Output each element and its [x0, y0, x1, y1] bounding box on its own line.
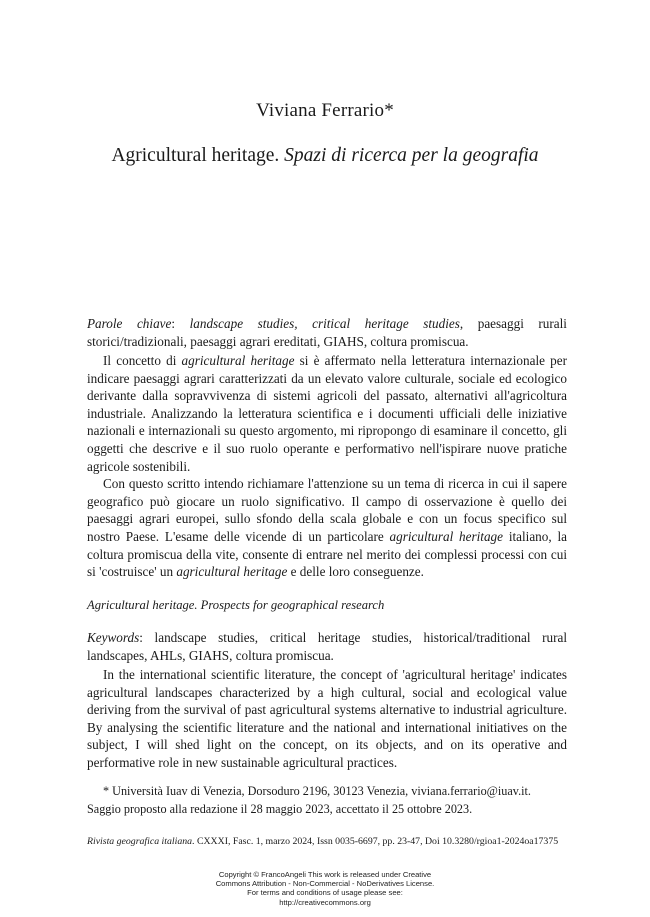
- english-title: Agricultural heritage. Prospects for geographical research: [87, 598, 385, 612]
- author-affiliation-footnote: * Università Iuav di Venezia, Dorsoduro 2196, 30123 Venezia, viviana.ferrario@iuav.it.: [103, 784, 531, 798]
- author-name: Viviana Ferrario*: [256, 100, 394, 121]
- keywords-rest-it: , paesaggi rurali storici/tradizionali, paesaggi agrari ereditati, GIAHS, coltura promiscua.: [87, 316, 567, 349]
- keywords-italian: Parole chiave: landscape studies, critical heritage studies, paesaggi rurali storici/tradizionali, paesaggi agrari ereditati, GIAHS, coltura promiscua.: [87, 316, 567, 349]
- abstract-it-paragraph-2: Con questo scritto intendo richiamare l'attenzione su un tema di ricerca in cui il sapere geografico può giocare un ruolo significativo. Il campo di osservazione è quello dei paesaggi agrari europei, sullo sfondo della scala globale e con un focus specifico sul nostro Paese. L'esame delle vicende di un particolare agricultural heritage italiano, la coltura promiscua della vite, consente di entrare nel merito dei complessi processi con cui si 'costruisce' un agricultural heritage e delle loro conseguenze.: [87, 476, 567, 580]
- abstract-english: [87, 666, 567, 772]
- keywords-label-en: Keywords: [87, 630, 140, 645]
- title-italic: Spazi di ricerca per la geografia: [284, 145, 539, 166]
- license-link[interactable]: http://creativecommons.org: [279, 897, 371, 907]
- keywords-label-it: Parole chiave: [87, 316, 172, 331]
- license-notice: [0, 870, 650, 907]
- submission-dates: Saggio proposto alla redazione il 28 maggio 2023, accettato il 25 ottobre 2023.: [87, 801, 473, 816]
- journal-citation: [87, 836, 567, 847]
- footnote-block: [87, 783, 567, 818]
- keywords-italic-terms: landscape studies, critical heritage studies: [189, 316, 460, 331]
- journal-name: Rivista geografica italiana: [87, 836, 193, 847]
- license-line-2: Commons Attribution - Non-Commercial - NoDerivatives License.: [215, 879, 435, 889]
- title-main: Agricultural heritage.: [111, 145, 280, 166]
- article-title: [0, 145, 650, 167]
- abstract-en-paragraph: In the international scientific literature, the concept of 'agricultural heritage' indicates agricultural landscapes characterized by a high cultural, social and ecological value deriving from the survival of past agricultural systems alternative to industrial agriculture. By analysing the scientific literature and the national and international initiatives on the subject, I will shed light on the concept, on its objects, and on its operative and performative role in new sustainable agricultural practices.: [87, 667, 567, 770]
- keywords-rest-en: : landscape studies, critical heritage studies, historical/traditional rural landscapes, AHLs, GIAHS, coltura promiscua.: [87, 630, 567, 663]
- license-line-3: For terms and conditions of usage please see:: [247, 888, 403, 898]
- license-line-1: Copyright © FrancoAngeli This work is released under Creative: [218, 870, 432, 879]
- abstract-it-paragraph-1: Il concetto di agricultural heritage si è affermato nella letteratura internazionale per indicare paesaggi agrari caratterizzati da un elevato valore culturale, sociale ed ecologico derivante dalla sopravvivenza di sistemi agricoli del passato, alternativi all'agricoltura industriale. Analizzando la letteratura scientifica e i documenti ufficiali delle iniziative nazionali e internazionali su questo argomento, mi ripropongo di esaminare il concetto, gli oggetti che descrive e il suo ruolo operante e performativo nell'ispirare nuove pratiche agricole sostenibili.: [87, 353, 568, 474]
- keywords-english: [87, 629, 567, 664]
- abstract-italian: [87, 352, 567, 581]
- journal-details: . CXXXI, Fasc. 1, marzo 2024, Issn 0035-6697, pp. 23-47, Doi 10.3280/rgioa1-2024oa17375: [192, 836, 559, 847]
